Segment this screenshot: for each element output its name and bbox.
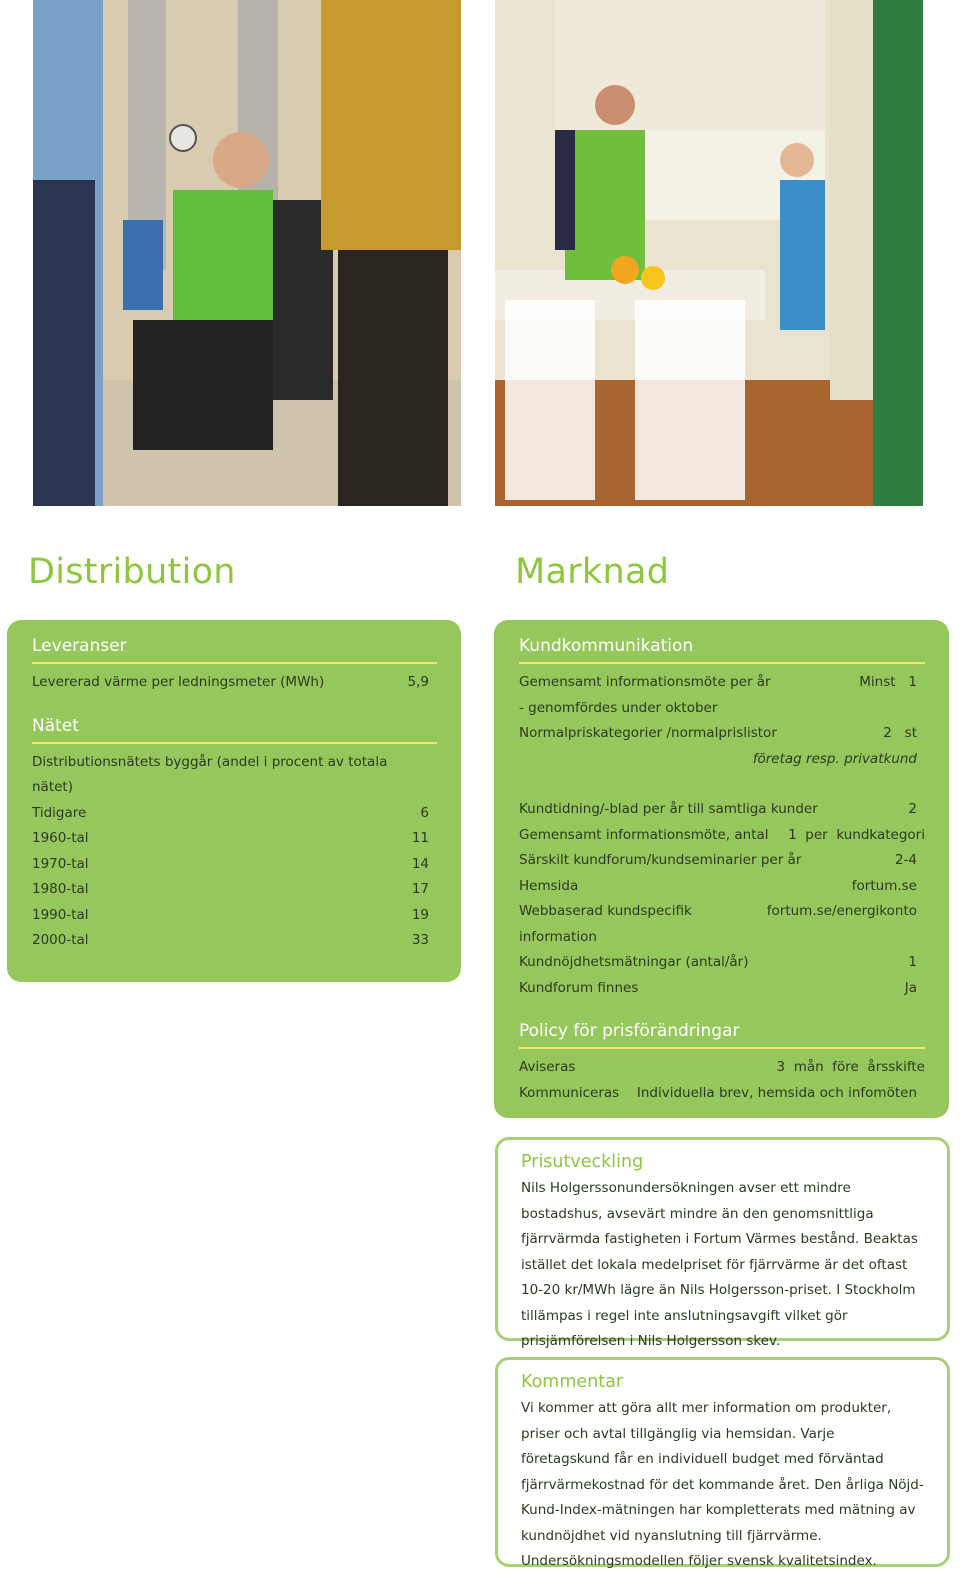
- kundkommunikation-heading: Kundkommunikation: [519, 634, 925, 664]
- section-title-distribution: Distribution: [28, 552, 236, 592]
- kommentar-text: Vi kommer att göra allt mer information om produkter, priser och avtal tillgänglig via hemsidan. Varje företagskund får en individuell budget med förväntad fjärrvärmekostnad för det kommande året. Den årliga Nöjd-Kund-Index-mätningen har kompletterats med mätning av kundnöjdhet vid nyanslutning till fjärrvärme. Undersökningsmodellen följer svensk kvalitetsindex.: [521, 1400, 924, 1569]
- leveranser-heading: Leveranser: [32, 634, 437, 664]
- row-value: 11: [411, 830, 429, 846]
- kund-row: [519, 721, 925, 747]
- natet-row: [32, 852, 437, 878]
- policy-row: [519, 1081, 925, 1107]
- row-label: Kommuniceras: [519, 1084, 620, 1101]
- natet-intro: Distributionsnätets byggår (andel i procent av totala nätet): [32, 753, 388, 795]
- row-label: 1980-tal: [32, 881, 89, 897]
- row-label: - genomfördes under oktober: [519, 699, 718, 716]
- photo-kitchen: [495, 0, 923, 506]
- row-value: 19: [411, 906, 429, 923]
- marknad-box: [494, 620, 949, 1118]
- natet-row: [32, 801, 437, 827]
- row-value: 17: [411, 881, 429, 897]
- prisutveckling-heading: Prisutveckling: [521, 1152, 644, 1172]
- row-label: 2000-tal: [32, 932, 89, 948]
- photo-technician: [33, 0, 461, 506]
- policy-heading: Policy för prisförändringar: [519, 1019, 925, 1049]
- natet-row: [32, 928, 437, 954]
- row-label: Kundforum finnes: [519, 979, 639, 996]
- leveranser-row: [32, 670, 437, 696]
- photo-kitchen-illustration: [495, 0, 923, 506]
- natet-row: [32, 877, 437, 903]
- row-label: Gemensamt informationsmöte, antal: [519, 826, 769, 843]
- row-label: Webbaserad kundspecifik information: [519, 903, 692, 945]
- row-value: 14: [411, 855, 429, 872]
- kund-row: [519, 696, 925, 722]
- row-value: 3 mån före årsskifte: [776, 1059, 925, 1075]
- row-label: Gemensamt informationsmöte per år: [519, 674, 771, 690]
- row-value: fortum.se: [851, 877, 917, 894]
- row-value: fortum.se/energikonto: [766, 903, 917, 919]
- row-label: Tidigare: [32, 804, 87, 821]
- kund-row: [519, 950, 925, 976]
- distribution-box: [7, 620, 461, 982]
- section-title-marknad: Marknad: [515, 552, 670, 592]
- kund-note: [519, 747, 925, 773]
- row-value: Individuella brev, hemsida och infomöten: [636, 1084, 917, 1101]
- row-label: Normalpriskategorier /normalprislistor: [519, 725, 777, 741]
- natet-row: [32, 903, 437, 929]
- row-value: 33: [411, 932, 429, 948]
- prisutveckling-text: Nils Holgerssonundersökningen avser ett mindre bostadshus, avsevärt mindre än den genomsnittliga fjärrvärmda fastigheten i Fortum Värmes bestånd. Beaktas istället det lokala medelpriset för fjärrvärme är det oftast 10-20 kr/MWh lägre än Nils Holgersson-priset. I Stockholm tillämpas i regel inte anslutningsavgift vilket gör prisjämförelsen i Nils Holgersson skev.: [521, 1180, 918, 1349]
- kund-row: [519, 874, 925, 900]
- row-label: 1970-tal: [32, 855, 89, 872]
- row-label: Aviseras: [519, 1059, 576, 1075]
- kund-row: [519, 976, 925, 1002]
- natet-heading: Nätet: [32, 714, 437, 744]
- row-label: 1960-tal: [32, 830, 89, 846]
- kund-row: [519, 670, 925, 696]
- row-label: Särskilt kundforum/kundseminarier per år: [519, 852, 802, 868]
- kommentar-heading: Kommentar: [521, 1372, 624, 1392]
- row-value: 2: [908, 801, 917, 817]
- row-label: 1990-tal: [32, 906, 89, 923]
- kund-row: [519, 899, 925, 950]
- row-value: 1: [908, 954, 917, 970]
- note-text: företag resp. privatkund: [752, 750, 917, 767]
- row-value: Minst 1: [859, 674, 917, 690]
- policy-row: [519, 1055, 925, 1081]
- row-value: Ja: [904, 979, 917, 996]
- row-value: 6: [420, 804, 429, 821]
- photo-technician-illustration: [33, 0, 461, 506]
- row-value: 1 per kundkategori: [788, 826, 925, 843]
- spacer: [519, 772, 925, 797]
- prisutveckling-box: [495, 1137, 950, 1349]
- row-value: 2 st: [883, 725, 917, 741]
- row-value: 5,9: [407, 674, 429, 690]
- row-label: Hemsida: [519, 877, 579, 894]
- row-label: Kundnöjdhetsmätningar (antal/år): [519, 954, 749, 970]
- natet-row: [32, 826, 437, 852]
- row-value: 2-4: [894, 852, 917, 868]
- kund-row: [519, 797, 925, 823]
- row-label: Levererad värme per ledningsmeter (MWh): [32, 674, 325, 690]
- kund-row: [519, 823, 925, 849]
- kund-row: [519, 848, 925, 874]
- kommentar-box: [495, 1357, 950, 1567]
- row-label: Kundtidning/-blad per år till samtliga kunder: [519, 801, 818, 817]
